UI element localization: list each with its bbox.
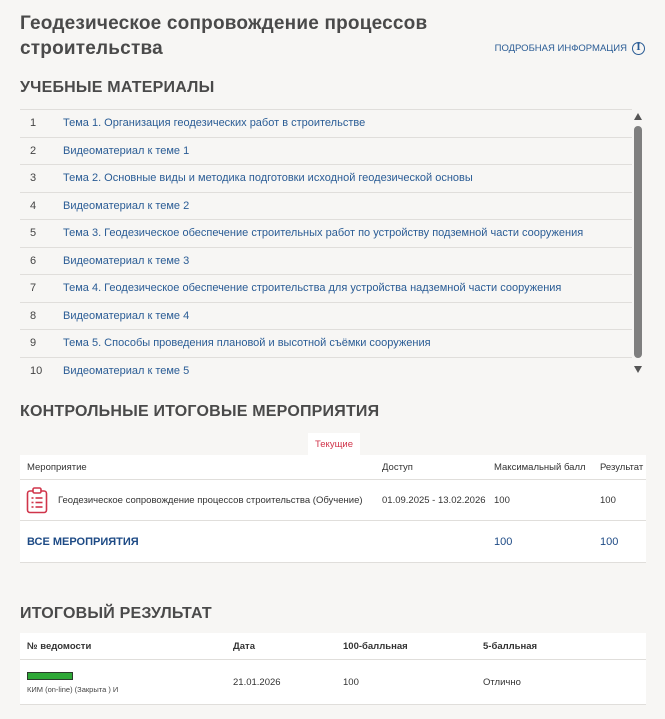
tab-current[interactable]: Текущие xyxy=(308,433,360,455)
list-item xyxy=(20,138,632,166)
scroll-up-arrow-icon[interactable] xyxy=(633,113,643,121)
result-date: 21.01.2026 xyxy=(233,677,281,688)
column-header: Результат xyxy=(600,461,644,473)
column-header: № ведомости xyxy=(27,640,92,652)
results-table xyxy=(20,633,646,705)
event-access: 01.09.2025 - 13.02.2026 xyxy=(382,494,486,506)
item-number: 2 xyxy=(30,144,37,157)
column-header: 5-балльная xyxy=(483,640,538,652)
list-item xyxy=(20,358,632,381)
item-number: 5 xyxy=(30,227,37,240)
event-max-score: 100 xyxy=(494,494,510,506)
material-link[interactable]: Тема 3. Геодезическое обеспечение строительных работ по устройству подземной части сооружения xyxy=(63,227,584,240)
material-link[interactable]: Видеоматериал к теме 2 xyxy=(63,199,190,212)
item-number: 6 xyxy=(30,254,37,267)
item-number: 7 xyxy=(30,282,37,295)
materials-list xyxy=(20,109,632,380)
statement-cell xyxy=(20,672,233,694)
result-score-100: 100 xyxy=(343,677,359,688)
column-header: Доступ xyxy=(382,461,413,473)
material-link[interactable]: Видеоматериал к теме 4 xyxy=(63,309,190,322)
item-number: 3 xyxy=(30,172,37,185)
clipboard-icon xyxy=(26,487,48,514)
scroll-thumb[interactable] xyxy=(634,126,642,358)
list-item xyxy=(20,110,632,138)
info-circle-icon[interactable]: I xyxy=(632,42,645,55)
item-number: 9 xyxy=(30,337,37,350)
table-row[interactable] xyxy=(20,480,646,521)
table-row xyxy=(20,660,646,705)
column-header: Мероприятие xyxy=(27,461,87,473)
more-info-label: ПОДРОБНАЯ ИНФОРМАЦИЯ xyxy=(494,43,627,54)
total-label[interactable]: ВСЕ МЕРОПРИЯТИЯ xyxy=(27,535,139,548)
total-max-score: 100 xyxy=(494,535,513,548)
results-title: ИТОГОВЫЙ РЕЗУЛЬТАТ xyxy=(20,605,212,622)
material-link[interactable]: Видеоматериал к теме 3 xyxy=(63,254,190,267)
event-cell xyxy=(20,487,382,514)
column-header: Дата xyxy=(233,640,255,652)
list-item xyxy=(20,330,632,358)
material-link[interactable]: Тема 1. Организация геодезических работ в строительстве xyxy=(63,117,366,130)
total-result: 100 xyxy=(600,535,619,548)
material-link[interactable]: Тема 2. Основные виды и методика подготовки исходной геодезической основы xyxy=(63,172,473,185)
page-title: Геодезическое сопровождение процессов строительства xyxy=(20,13,428,59)
item-number: 10 xyxy=(30,364,43,377)
list-item xyxy=(20,193,632,221)
list-item xyxy=(20,275,632,303)
list-item xyxy=(20,303,632,331)
event-name[interactable]: Геодезическое сопровождение процессов строительства (Обучение) xyxy=(58,494,363,506)
list-item xyxy=(20,165,632,193)
column-header: Максимальный балл xyxy=(494,461,586,473)
material-link[interactable]: Видеоматериал к теме 1 xyxy=(63,144,190,157)
list-item xyxy=(20,248,632,276)
materials-scrollbar[interactable] xyxy=(633,110,643,374)
statement-label: КИМ (on-line) (Закрыта ) И xyxy=(27,684,119,694)
scroll-down-arrow-icon[interactable] xyxy=(633,366,643,374)
event-result: 100 xyxy=(600,494,616,506)
item-number: 4 xyxy=(30,199,37,212)
events-table xyxy=(20,455,646,563)
events-title: КОНТРОЛЬНЫЕ ИТОГОВЫЕ МЕРОПРИЯТИЯ xyxy=(20,403,380,420)
events-total-row xyxy=(20,521,646,562)
material-link[interactable]: Тема 4. Геодезическое обеспечение строительства для устройства надземной части сооружения xyxy=(63,282,562,295)
table-header xyxy=(20,633,646,660)
item-number: 1 xyxy=(30,117,37,130)
result-score-5: Отлично xyxy=(483,677,521,688)
column-header: 100-балльная xyxy=(343,640,408,652)
material-link[interactable]: Тема 5. Способы проведения плановой и высотной съёмки сооружения xyxy=(63,337,431,350)
more-info-link[interactable] xyxy=(495,42,645,55)
item-number: 8 xyxy=(30,309,37,322)
list-item xyxy=(20,220,632,248)
material-link[interactable]: Видеоматериал к теме 5 xyxy=(63,364,190,377)
status-bar xyxy=(27,672,73,680)
materials-title: УЧЕБНЫЕ МАТЕРИАЛЫ xyxy=(20,79,215,96)
table-header xyxy=(20,455,646,480)
